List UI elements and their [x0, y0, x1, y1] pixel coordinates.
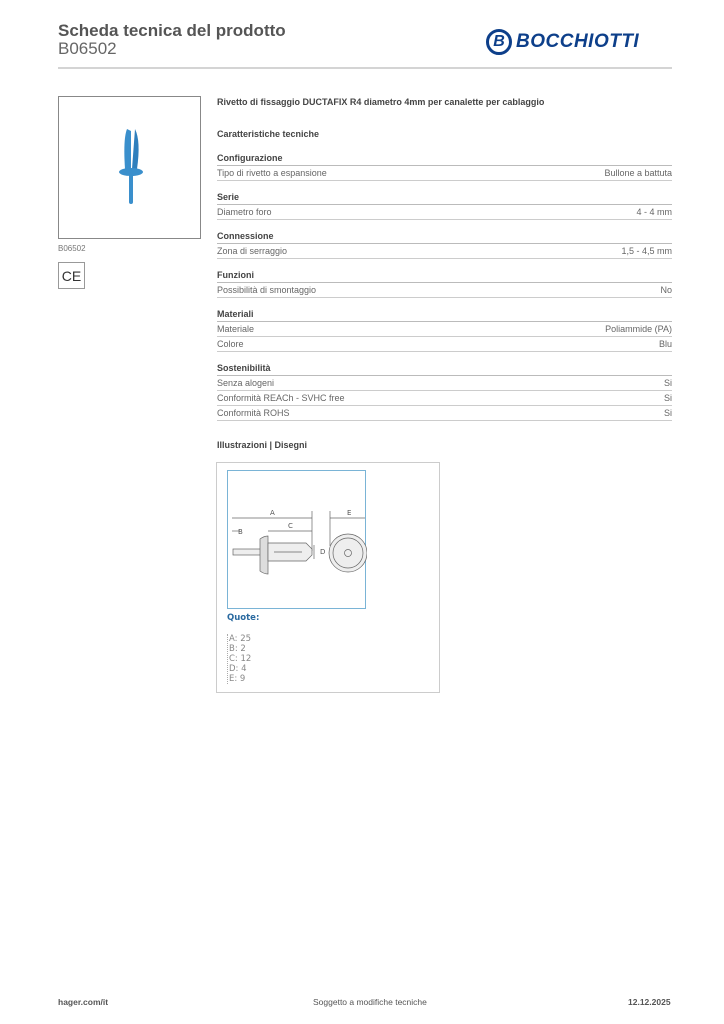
footer-note: Soggetto a modifiche tecniche	[313, 997, 427, 1007]
spec-row	[217, 205, 672, 220]
spec-value: 4 - 4 mm	[636, 207, 672, 217]
spec-label: Tipo di rivetto a espansione	[217, 168, 327, 178]
spec-value: Si	[663, 393, 672, 403]
dimension-value: B: 2	[229, 644, 246, 654]
spec-label: Conformità ROHS	[217, 408, 290, 418]
spec-label: Conformità REACh - SVHC free	[217, 393, 345, 403]
section-title: Materiali	[217, 308, 672, 322]
specs-heading: Caratteristiche tecniche	[217, 129, 320, 139]
dimension-label: D	[320, 548, 326, 556]
spec-label: Colore	[217, 339, 244, 349]
product-code: B06502	[58, 39, 117, 58]
photo-caption: B06502	[58, 244, 86, 253]
spec-section	[217, 362, 672, 421]
spec-label: Diametro foro	[217, 207, 272, 217]
ce-mark-icon: CE	[58, 262, 85, 289]
dimension-drawing	[227, 470, 366, 609]
spec-row	[217, 322, 672, 337]
section-title: Serie	[217, 191, 672, 205]
spec-value: Poliammide (PA)	[605, 324, 672, 334]
spec-label: Senza alogeni	[217, 378, 275, 388]
spec-section	[217, 269, 672, 298]
spec-value: Blu	[658, 339, 672, 349]
spec-section	[217, 230, 672, 259]
dimension-value: D: 4	[229, 664, 247, 674]
spec-row	[217, 391, 672, 406]
brand-logo	[486, 29, 639, 55]
section-title: Funzioni	[217, 269, 672, 283]
spec-section	[217, 152, 672, 181]
product-name: Rivetto di fissaggio DUCTAFIX R4 diametro 4mm per canalette per cablaggio	[217, 97, 545, 107]
footer-website[interactable]: hager.com/it	[58, 997, 109, 1007]
spec-row	[217, 337, 672, 352]
spec-value: 1,5 - 4,5 mm	[621, 246, 672, 256]
dimension-list	[227, 634, 251, 684]
illustrations-heading: Illustrazioni | Disegni	[217, 440, 308, 450]
quote-heading: Quote:	[227, 613, 260, 623]
spec-label: Possibilità di smontaggio	[217, 285, 317, 295]
spec-row	[217, 244, 672, 259]
spec-row	[217, 406, 672, 421]
dimension-label: B	[238, 528, 243, 536]
footer-date: 12.12.2025	[628, 997, 671, 1007]
page-title: Scheda tecnica del prodotto	[58, 21, 286, 40]
section-title: Configurazione	[217, 152, 672, 166]
spec-panel	[217, 97, 672, 450]
spec-value: Si	[663, 408, 672, 418]
section-title: Sostenibilità	[217, 362, 672, 376]
spec-value: Bullone a battuta	[604, 168, 672, 178]
spec-value: No	[660, 285, 672, 295]
spec-section	[217, 191, 672, 220]
spec-section	[217, 308, 672, 352]
header-divider	[58, 67, 672, 69]
dimension-value: E: 9	[229, 674, 246, 684]
dimension-label: C	[288, 522, 293, 530]
dimension-label: A	[270, 509, 275, 517]
spec-row	[217, 376, 672, 391]
spec-label: Zona di serraggio	[217, 246, 288, 256]
spec-row	[217, 283, 672, 298]
dimension-value: A: 25	[229, 634, 252, 644]
spec-label: Materiale	[217, 324, 255, 334]
logo-mark-icon: B	[486, 29, 512, 55]
dimension-label: E	[347, 509, 352, 517]
rivet-image	[59, 97, 202, 240]
dimension-value: C: 12	[229, 654, 252, 664]
product-photo	[58, 96, 201, 239]
section-title: Connessione	[217, 230, 672, 244]
spec-value: Si	[663, 378, 672, 388]
spec-row	[217, 166, 672, 181]
illustration-box	[216, 462, 440, 693]
brand-name: BOCCHIOTTI	[516, 31, 640, 52]
